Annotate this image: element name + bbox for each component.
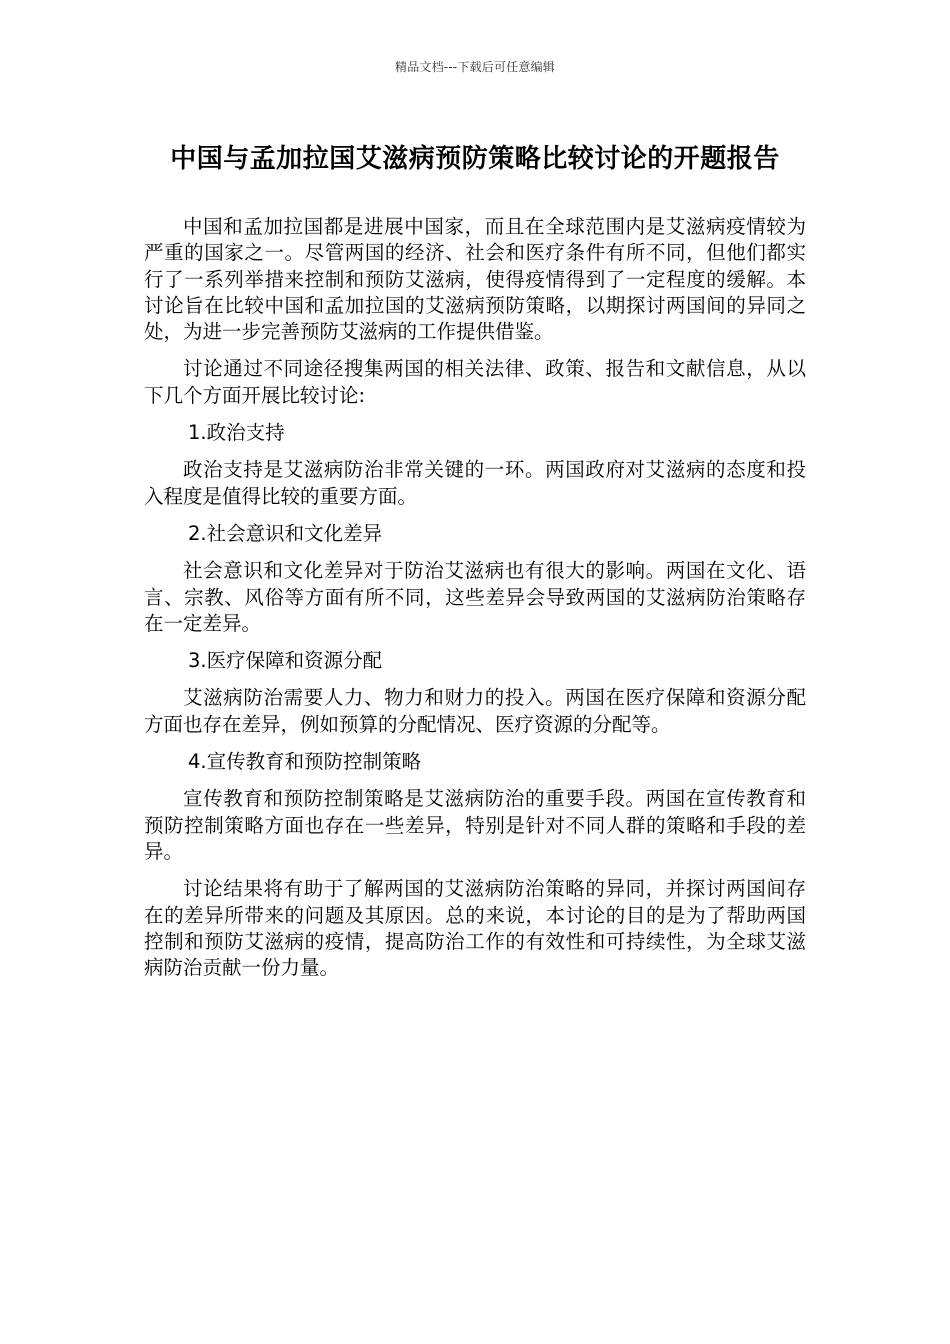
document-title: 中国与孟加拉国艾滋病预防策略比较讨论的开题报告: [170, 144, 780, 174]
document-body: [144, 214, 806, 992]
section-text-medical-resources: 艾滋病防治需要人力、物力和财力的投入。两国在医疗保障和资源分配方面也存在差异，例如预算的分配情况、医疗资源的分配等。: [144, 686, 806, 736]
conclusion-paragraph: 讨论结果将有助于了解两国的艾滋病防治策略的异同，并探讨两国间存在的差异所带来的问题及其原因。总的来说，本讨论的目的是为了帮助两国控制和预防艾滋病的疫情，提高防治工作的有效性和可持续性，为全球艾滋病防治贡献一份力量。: [144, 877, 806, 980]
section-text-political-support: 政治支持是艾滋病防治非常关键的一环。两国政府对艾滋病的态度和投入程度是值得比较的重要方面。: [144, 458, 806, 508]
section-text-education-prevention: 宣传教育和预防控制策略是艾滋病防治的重要手段。两国在宣传教育和预防控制策略方面也存在一些差异，特别是针对不同人群的策略和手段的差异。: [144, 787, 806, 863]
header-note: 精品文档---下载后可任意编辑: [395, 60, 555, 74]
section-heading-social-culture: 2.社会意识和文化差异: [188, 521, 383, 545]
section-text-social-culture: 社会意识和文化差异对于防治艾滋病也有很大的影响。两国在文化、语言、宗教、风俗等方面有所不同，这些差异会导致两国的艾滋病防治策略存在一定差异。: [144, 559, 806, 635]
intro-paragraph: 中国和孟加拉国都是进展中国家，而且在全球范围内是艾滋病疫情较为严重的国家之一。尽管两国的经济、社会和医疗条件有所不同，但他们都实行了一系列举措来控制和预防艾滋病，使得疫情得到了一定程度的缓解。本讨论旨在比较中国和孟加拉国的艾滋病预防策略，以期探讨两国间的异同之处，为进一步完善预防艾滋病的工作提供借鉴。: [144, 215, 806, 344]
method-paragraph: 讨论通过不同途径搜集两国的相关法律、政策、报告和文献信息，从以下几个方面开展比较讨论:: [144, 357, 806, 407]
section-heading-political-support: 1.政治支持: [188, 421, 285, 445]
section-heading-education-prevention: 4.宣传教育和预防控制策略: [188, 750, 422, 774]
section-heading-medical-resources: 3.医疗保障和资源分配: [188, 649, 383, 673]
